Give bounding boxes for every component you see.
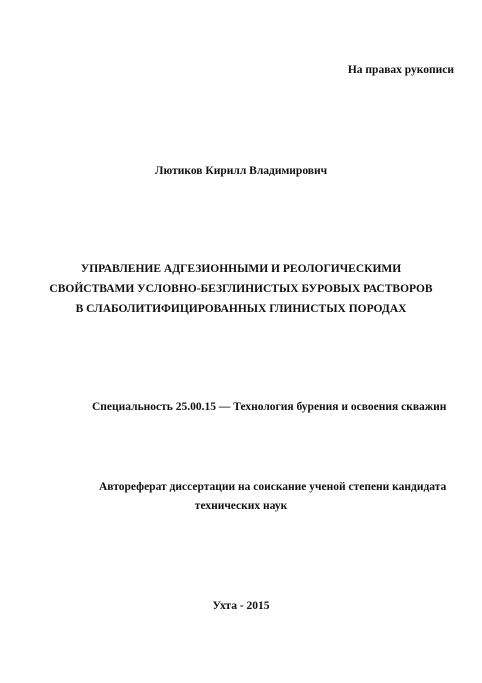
author-name: Лютиков Кирилл Владимирович bbox=[154, 165, 328, 177]
title-line: В СЛАБОЛИТИФИЦИРОВАННЫХ ГЛИНИСТЫХ ПОРОДАХ bbox=[75, 303, 407, 315]
title-line: УПРАВЛЕНИЕ АДГЕЗИОННЫМИ И РЕОЛОГИЧЕСКИМИ bbox=[80, 263, 402, 275]
specialty-line: Специальность 25.00.15 — Технология бурения и освоения скважин bbox=[92, 401, 447, 413]
abstract-line: технических наук bbox=[194, 500, 288, 512]
dissertation-title bbox=[0, 259, 482, 319]
abstract-line: Автореферат диссертации на соискание ученой степени кандидата bbox=[99, 481, 447, 493]
city-year: Ухта - 2015 bbox=[212, 600, 270, 612]
header-note: На правах рукописи bbox=[347, 64, 454, 76]
title-line: СВОЙСТВАМИ УСЛОВНО-БЕЗГЛИНИСТЫХ БУРОВЫХ РАСТВОРОВ bbox=[49, 283, 433, 295]
